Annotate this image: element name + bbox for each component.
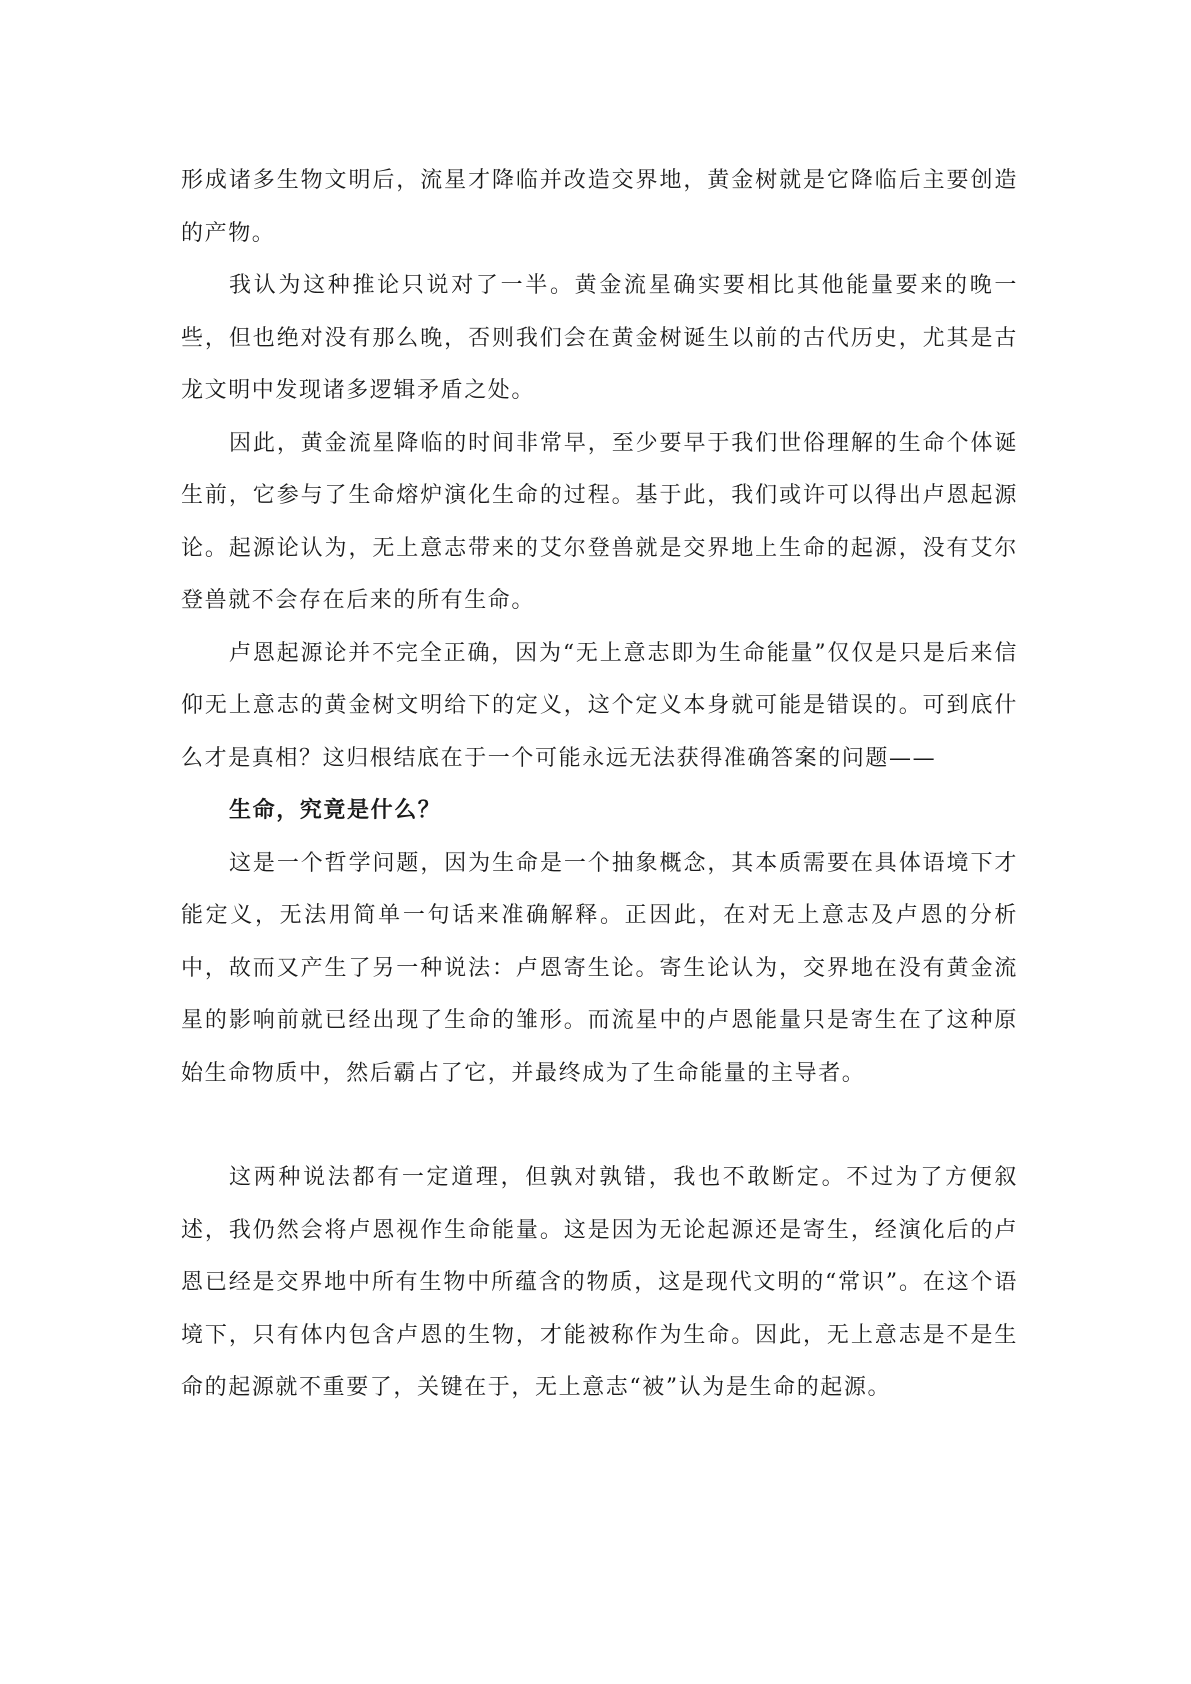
paragraph-3: 因此，黄金流星降临的时间非常早，至少要早于我们世俗理解的生命个体诞生前，它参与了生命熔炉演化生命的过程。基于此，我们或许可以得出卢恩起源论。起源论认为，无上意志带来的艾尔登兽就是交界地上生命的起源，没有艾尔登兽就不会存在后来的所有生命。 xyxy=(181,430,1018,613)
paragraph-spacer xyxy=(181,1100,1018,1152)
paragraph-2: 我认为这种推论只说对了一半。黄金流星确实要相比其他能量要来的晚一些，但也绝对没有那么晚，否则我们会在黄金树诞生以前的古代历史，尤其是古龙文明中发现诸多逻辑矛盾之处。 xyxy=(181,273,1018,403)
document-body xyxy=(181,155,1018,1415)
paragraph-1: 形成诸多生物文明后，流星才降临并改造交界地，黄金树就是它降临后主要创造的产物。 xyxy=(181,168,1018,246)
paragraph-6: 这两种说法都有一定道理，但孰对孰错，我也不敢断定。不过为了方便叙述，我仍然会将卢恩视作生命能量。这是因为无论起源还是寄生，经演化后的卢恩已经是交界地中所有生物中所蕴含的物质，这是现代文明的“常识”。在这个语境下，只有体内包含卢恩的生物，才能被称作为生命。因此，无上意志是不是生命的起源就不重要了，关键在于，无上意志“被”认为是生命的起源。 xyxy=(181,1165,1018,1400)
section-heading: 生命，究竟是什么？ xyxy=(229,798,442,823)
paragraph-4: 卢恩起源论并不完全正确，因为“无上意志即为生命能量”仅仅是只是后来信仰无上意志的黄金树文明给下的定义，这个定义本身就可能是错误的。可到底什么才是真相？这归根结底在于一个可能永远无法获得准确答案的问题—— xyxy=(181,640,1018,771)
paragraph-5: 这是一个哲学问题，因为生命是一个抽象概念，其本质需要在具体语境下才能定义，无法用简单一句话来准确解释。正因此，在对无上意志及卢恩的分析中，故而又产生了另一种说法：卢恩寄生论。寄生论认为，交界地在没有黄金流星的影响前就已经出现了生命的雏形。而流星中的卢恩能量只是寄生在了这种原始生命物质中，然后霸占了它，并最终成为了生命能量的主导者。 xyxy=(181,850,1018,1086)
